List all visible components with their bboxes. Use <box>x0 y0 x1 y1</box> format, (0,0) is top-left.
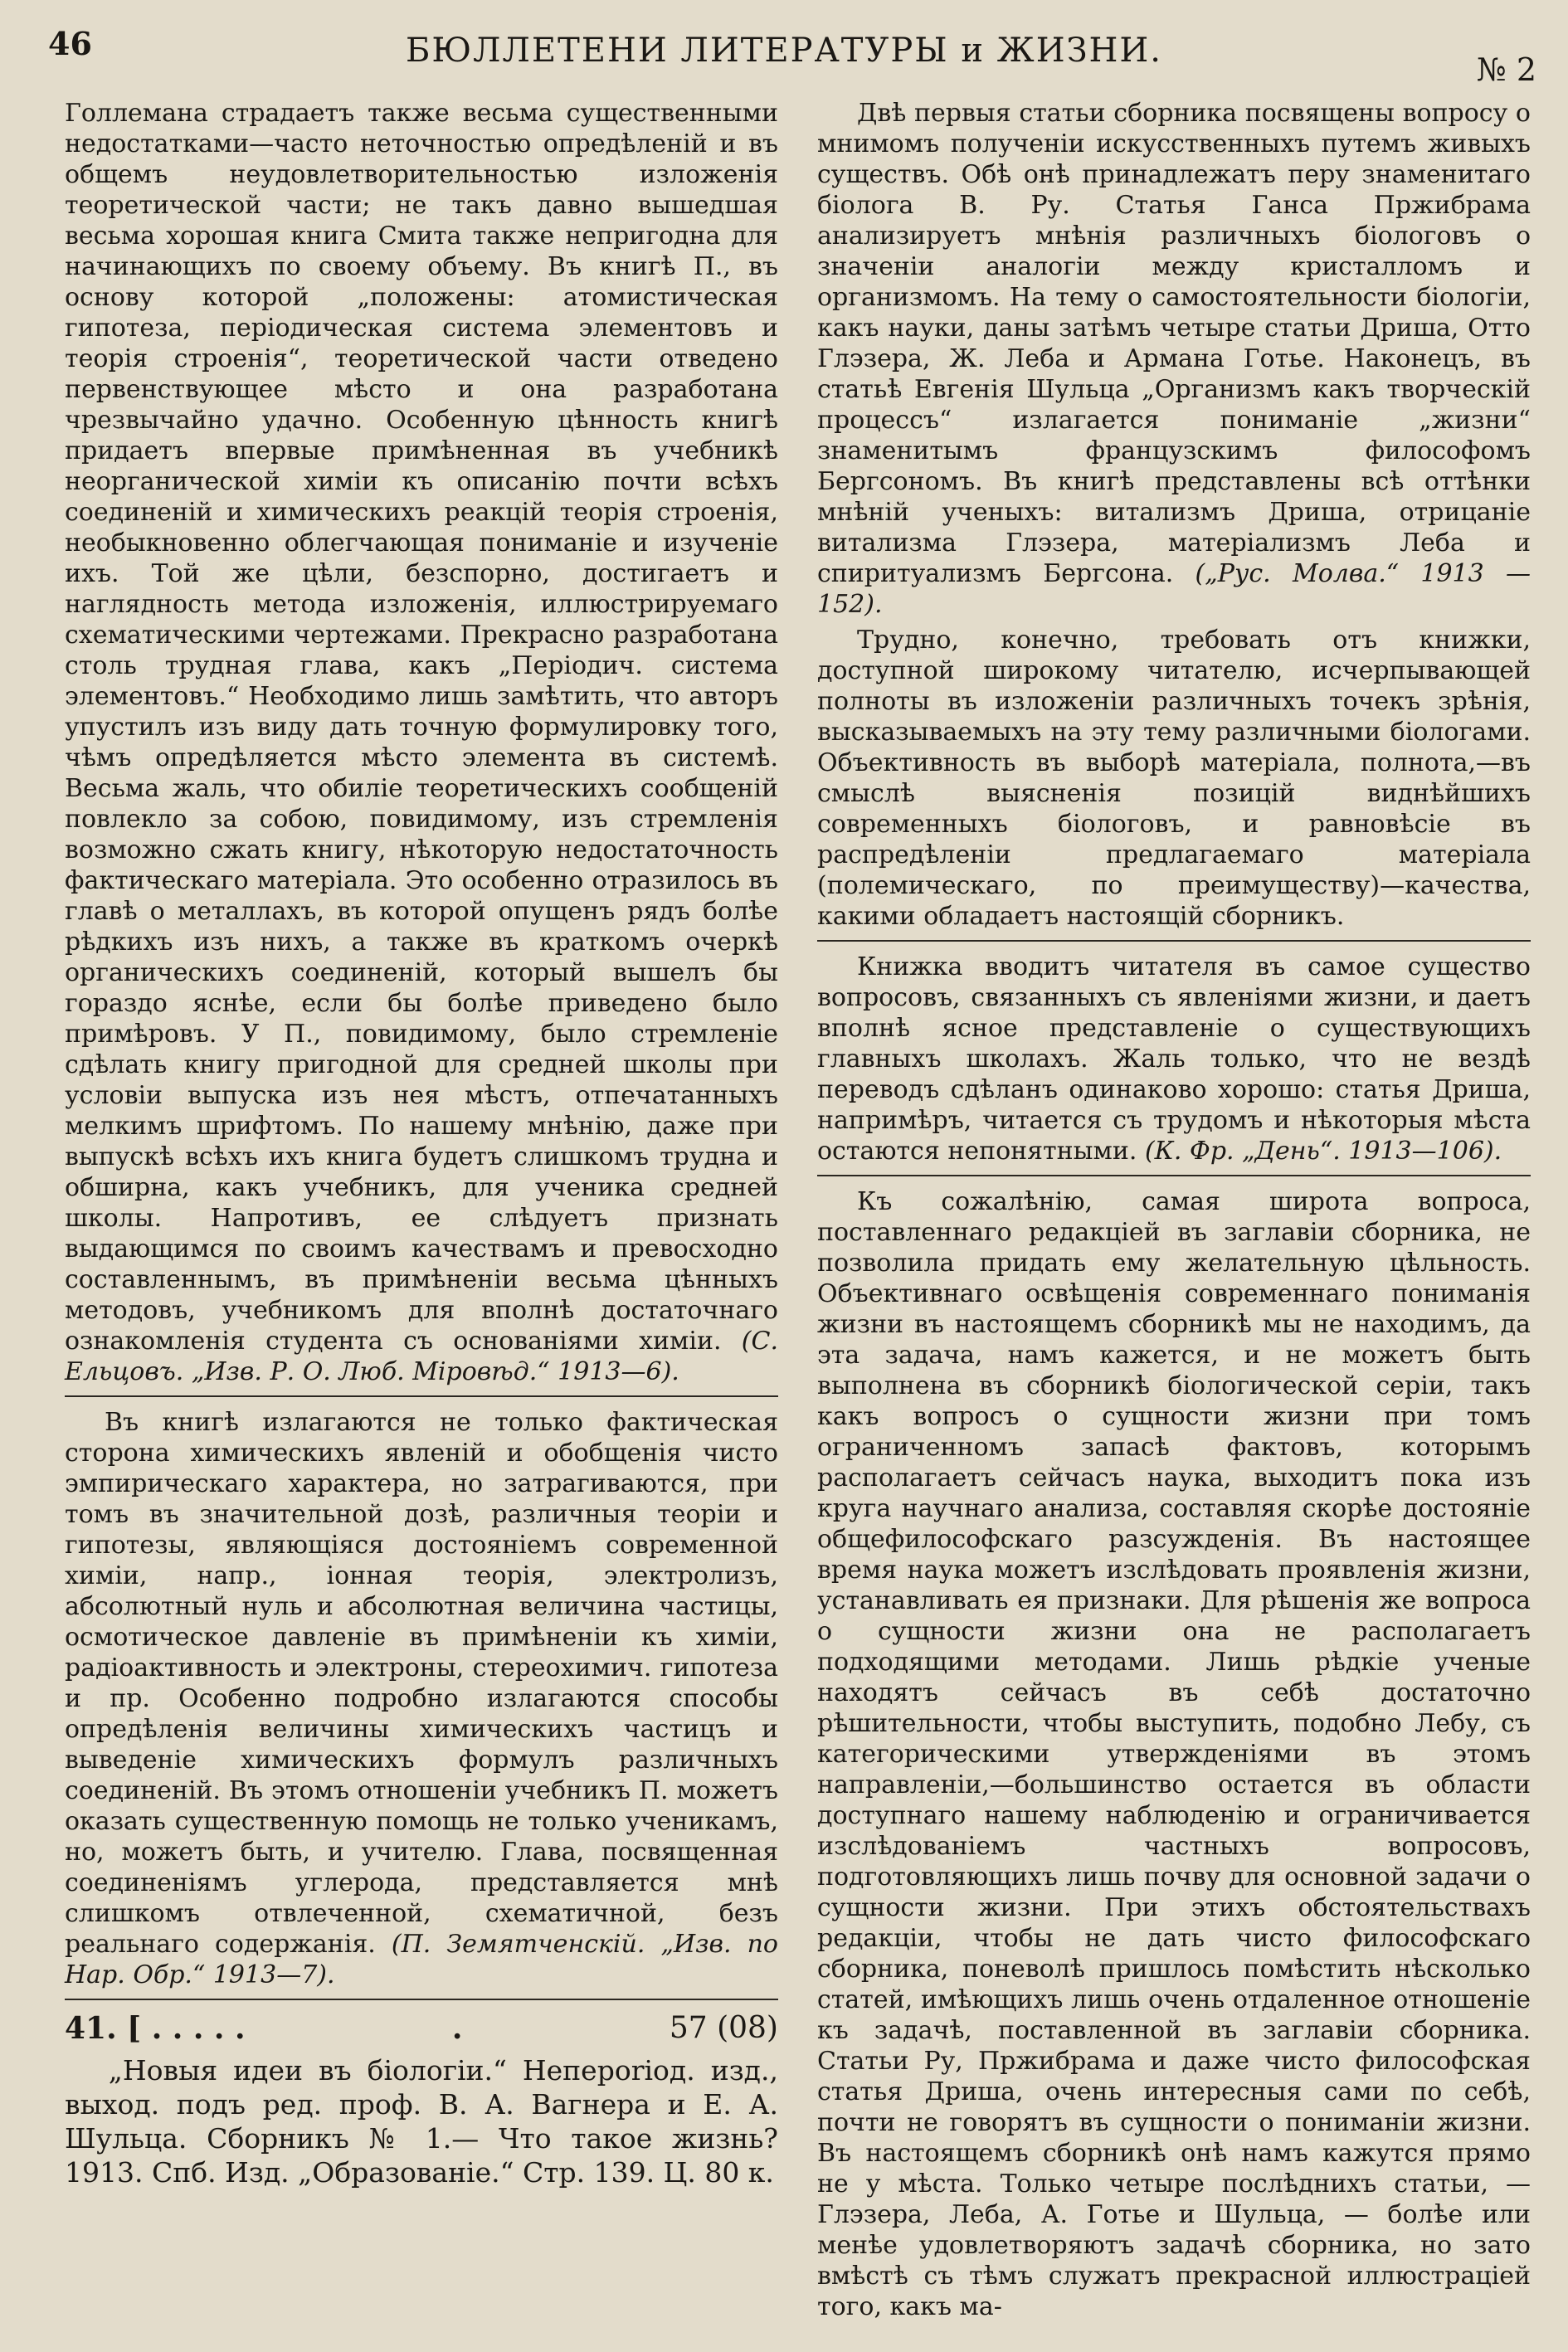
review-paragraph: Книжка вводитъ читателя въ самое существо вопросовъ, связанныхъ съ явленіями жизни, и даетъ вполнѣ ясное представленіе о существующихъ главныхъ школахъ. Жаль только, что не вездѣ переводъ сдѣланъ одинаково хорошо: статья Дриша, напримѣръ, читается съ трудомъ и нѣкоторыя мѣста остаются непонятными. (К. Фр. „День“. 1913—106). <box>817 952 1531 1166</box>
review-source: (П. Земятченскій. „Изв. по Нар. Обр.“ 1913—7). <box>65 1930 778 1989</box>
entry-number: 41. [ . . . . . <box>65 2011 246 2046</box>
entry-heading <box>65 2010 778 2047</box>
review-paragraph: Трудно, конечно, требовать отъ книжки, доступной широкому читателю, исчерпывающей полноты въ изложеніи различныхъ точекъ зрѣнія, высказываемыхъ на эту тему различными біологами. Объективность въ выборѣ матеріала, полнота,—въ смыслѣ выясненія позицій виднѣйшихъ современныхъ біологовъ, и равновѣсіе въ распредѣленіи предлагаемаго матеріала (полемическаго, по преимуществу)—качества, какими обладаетъ настоящій сборникъ. <box>817 626 1531 931</box>
entry-dot: . <box>451 2011 463 2046</box>
running-title: БЮЛЛЕТЕНИ ЛИТЕРАТУРЫ и ЖИЗНИ. <box>406 32 1162 70</box>
classification-code: 57 (08) <box>669 2011 778 2045</box>
review-paragraph: Двѣ первыя статьи сборника посвящены вопросу о мнимомъ полученіи искусственныхъ путемъ живыхъ существъ. Обѣ онѣ принадлежатъ перу знаменитаго біолога В. Ру. Статья Ганса Пржибрама анализируетъ мнѣнія различныхъ біологовъ о значеніи аналогіи между кристалломъ и организмомъ. На тему о самостоятельности біологіи, какъ науки, даны затѣмъ четыре статьи Дриша, Отто Глэзера, Ж. Леба и Армана Готье. Наконецъ, въ статьѣ Евгенія Шульца „Организмъ какъ творческій процессъ“ излагается пониманіе „жизни“ знаменитымъ французскимъ философомъ Бергсономъ. Въ книгѣ представлены всѣ оттѣнки мнѣній ученыхъ: витализмъ Дриша, отрицаніе витализма Глэзера, матеріализмъ Леба и спиритуализмъ Бергсона. („Рус. Молва.“ 1913 — 152). <box>817 99 1531 619</box>
page-number: 46 <box>48 25 92 62</box>
review-divider <box>817 940 1531 942</box>
review-source: (С. Ельцовъ. „Изв. Р. О. Люб. Міровѣд.“ 1913—6). <box>65 1327 778 1386</box>
left-column <box>65 98 778 2194</box>
review-paragraph: Голлемана страдаетъ также весьма существенными недостатками—часто неточностью опредѣленій и въ общемъ неудовлетворительностью изложенія теоретической части; не такъ давно вышедшая весьма хорошая книга Смита также непригодна для начинающихъ по своему объему. Въ книгѣ П., въ основу которой „положены: атомистическая гипотеза, періодическая система элементовъ и теорія строенія“, теоретической части отведено первенствующее мѣсто и она разработана чрезвычайно удачно. Особенную цѣнность книгѣ придаетъ впервые примѣненная въ учебникѣ неорганической химіи къ описанію почти всѣхъ соединеній и химическихъ реакцій теорія строенія, необыкновенно облегчающая пониманіе и изученіе ихъ. Той же цѣли, безспорно, достигаетъ и наглядность метода изложенія, иллюстрируемаго схематическими чертежами. Прекрасно разработана столь трудная глава, какъ „Періодич. система элементовъ.“ Необходимо лишь замѣтить, что авторъ упустилъ изъ виду дать точную формулировку того, чѣмъ опредѣляется мѣсто элемента въ системѣ. Весьма жаль, что обиліе теоретическихъ сообщеній повлекло за собою, повидимому, изъ стремленія возможно сжать книгу, нѣкоторую недостаточность фактическаго матеріала. Это особенно отразилось въ главѣ о металлахъ, въ которой опущенъ рядъ болѣе рѣдкихъ изъ нихъ, а также въ краткомъ очеркѣ органическихъ соединеній, который вышелъ бы гораздо яснѣе, если бы болѣе приведено было примѣровъ. У П., повидимому, было стремленіе сдѣлать книгу пригодной для средней школы при условіи выпуска изъ нея мѣстъ, отпечатанныхъ мелкимъ шрифтомъ. По нашему мнѣнію, даже при выпускѣ всѣхъ ихъ книга будетъ слишкомъ трудна и обширна, какъ учебникъ, для ученика средней школы. Напротивъ, ее слѣдуетъ признать выдающимся по своимъ качествамъ и превосходно составленнымъ, въ примѣненіи весьма цѣнныхъ методовъ, учебникомъ для вполнѣ достаточнаго ознакомленія студента съ основаніями химіи. (С. Ельцовъ. „Изв. Р. О. Люб. Міровѣд.“ 1913—6). <box>65 99 778 1386</box>
review-divider <box>817 1175 1531 1176</box>
review-paragraph: Къ сожалѣнію, самая широта вопроса, поставленнаго редакціей въ заглавіи сборника, не позволила придать ему желательную цѣльность. Объективнаго освѣщенія современнаго пониманія жизни въ настоящемъ сборникѣ мы не находимъ, да эта задача, намъ кажется, и не можетъ быть выполнена въ сборникѣ біологической серіи, такъ какъ вопросъ о сущности жизни при томъ ограниченномъ запасѣ фактовъ, которымъ располагаетъ сейчасъ наука, выходитъ пока изъ круга научнаго анализа, составляя скорѣе достояніе общефилософскаго разсужденія. Въ настоящее время наука можетъ изслѣдовать проявленія жизни, устанавливать ея признаки. Для рѣшенія же вопроса о сущности жизни она не располагаетъ подходящими методами. Лишь рѣдкіе ученые находятъ сейчасъ въ себѣ достаточно рѣшительности, чтобы выступить, подобно Лебу, съ категорическими утвержденіями въ этомъ направленіи,—большинство остается въ области доступнаго нашему наблюденію и ограничивается изслѣдованіемъ частныхъ вопросовъ, подготовляющихъ лишь почву для основной задачи о сущности жизни. При этихъ обстоятельствахъ редакціи, чтобы не дать чисто философскаго сборника, поневолѣ пришлось помѣстить нѣсколько статей, имѣющихъ лишь очень отдаленное отношеніе къ задачѣ, поставленной въ заглавіи сборника. Статьи Ру, Пржибрама и даже чисто философская статья Дриша, очень интересныя сами по себѣ, почти не говорятъ въ сущности о пониманіи жизни. Въ настоящемъ сборникѣ онѣ намъ кажутся прямо не у мѣста. Только четыре послѣднихъ статьи, — Глэзера, Леба, А. Готье и Шульца, — болѣе или менѣе удовлетворяютъ задачѣ сборника, но зато вмѣстѣ съ тѣмъ служатъ прекрасной иллюстраціей того, какъ ма- <box>817 1187 1531 2321</box>
page-header <box>0 0 1568 88</box>
review-divider <box>65 1395 778 1397</box>
book-description: „Новыя идеи въ біологіи.“ Непеporiод. изд., выход. подъ ред. проф. В. А. Вагнера и Е. А. Шульца. Сборникъ № 1.— Что такое жизнь? 1913. Спб. Изд. „Образованіе.“ Стр. 139. Ц. 80 к. <box>65 2054 778 2189</box>
issue-number: № 2 <box>1476 51 1536 88</box>
review-source: („Рус. Молва.“ 1913 — 152). <box>817 559 1531 619</box>
review-source: (К. Фр. „День“. 1913—106). <box>1144 1137 1502 1166</box>
review-paragraph: Въ книгѣ излагаются не только фактическая сторона химическихъ явленій и обобщенія чисто эмпирическаго характера, но затрагиваются, при томъ въ значительной дозѣ, различныя теоріи и гипотезы, являющіяся достояніемъ современной химіи, напр., іонная теорія, электролизъ, абсолютный нуль и абсолютная величина частицы, осмотическое давленіе въ примѣненіи къ химіи, радіоактивность и электроны, стереохимич. гипотеза и пр. Особенно подробно излагаются способы опредѣленія величины химическихъ частицъ и выведеніе химическихъ формулъ различныхъ соединеній. Въ этомъ отношеніи учебникъ П. можетъ оказать существенную помощь не только ученикамъ, но, можетъ быть, и учителю. Глава, посвященная соединеніямъ углерода, представляется мнѣ слишкомъ отвлеченной, схематичной, безъ реальнаго содержанія. (П. Земятченскій. „Изв. по Нар. Обр.“ 1913—7). <box>65 1408 778 1989</box>
right-column <box>817 98 1531 2327</box>
entry-divider <box>65 1999 778 2000</box>
